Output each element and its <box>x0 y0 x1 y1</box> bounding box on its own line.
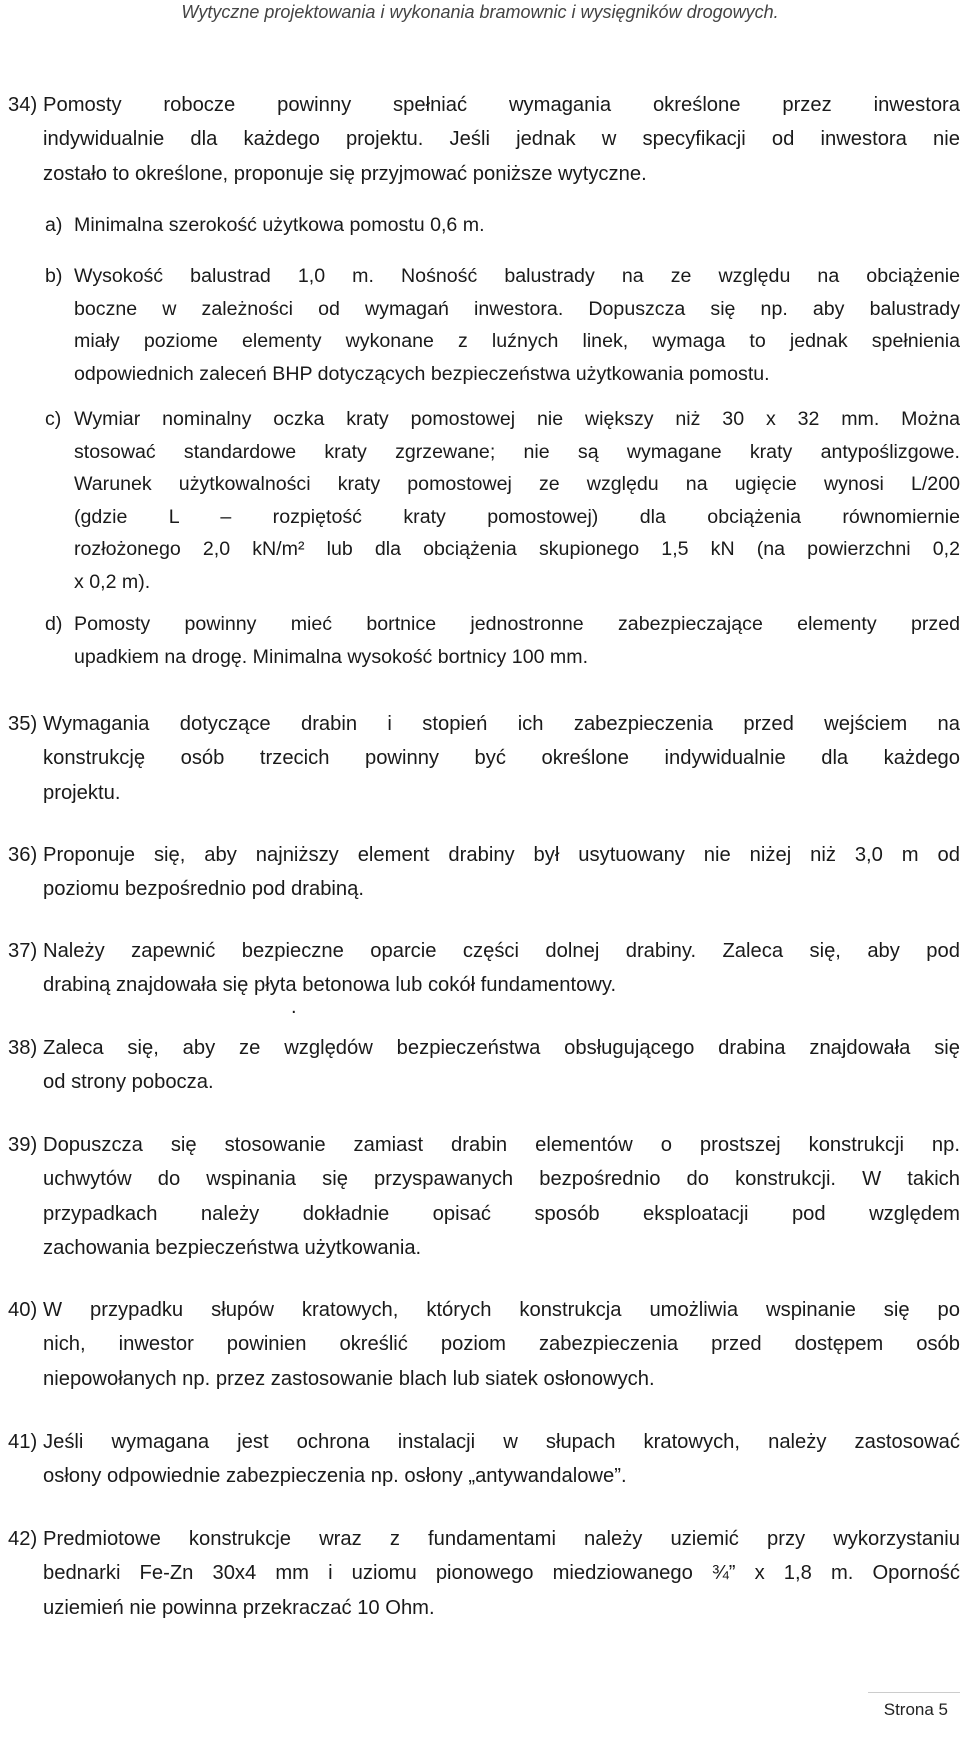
item-text-line: osłony odpowiednie zabezpieczenia np. osłony „antywandalowe”. <box>43 1465 627 1488</box>
item-text-line: projektu. <box>43 781 121 804</box>
item-text-line: zostało to określone, proponuje się przyjmować poniższe wytyczne. <box>43 162 647 185</box>
item-text-line: uchwytów do wspinania się przyspawanych bezpośrednio do konstrukcji. W takich <box>43 1168 960 1191</box>
sub-item-text-line: odpowiednich zaleceń BHP dotyczących bezpieczeństwa użytkowania pomostu. <box>74 362 770 385</box>
item-text-line: Predmiotowe konstrukcje wraz z fundamentami należy uziemić przy wykorzystaniu <box>43 1528 960 1550</box>
item-number: 41) <box>8 1431 38 1453</box>
sub-item-text-line: Wysokość balustrad 1,0 m. Nośność balustrady na ze względu na obciążenie <box>74 265 960 287</box>
item-text-line: drabiną znajdowała się płyta betonowa lub cokół fundamentowy. <box>43 974 617 997</box>
sub-item-letter: a) <box>45 214 63 236</box>
item-text-line: W przypadku słupów kratowych, których konstrukcja umożliwia wspinanie się po <box>43 1299 960 1321</box>
page-number: Strona 5 <box>883 1700 948 1719</box>
sub-item-text-line: miały poziome elementy wykonane z luźnych linek, wymaga to jednak spełnienia <box>74 330 960 352</box>
item-number: 42) <box>8 1528 38 1550</box>
sub-item-letter: c) <box>45 408 62 430</box>
sub-item-text-line: stosować standardowe kraty zgrzewane; nie są wymagane kraty antypoślizgowe. <box>74 440 960 463</box>
sub-item-c <box>45 403 960 598</box>
item-number: 38) <box>8 1037 38 1059</box>
item-number: 39) <box>8 1134 38 1156</box>
item-text-line: nich, inwestor powinien określić poziom zabezpieczenia przed dostępem osób <box>43 1333 960 1356</box>
item-text-line: Pomosty robocze powinny spełniać wymagania określone przez inwestora <box>43 94 960 116</box>
sub-item-letter: b) <box>45 265 63 287</box>
list-item-39 <box>8 1128 960 1266</box>
item-number: 37) <box>8 940 38 962</box>
list-item-42 <box>8 1522 960 1625</box>
list-item-38 <box>8 1031 960 1100</box>
sub-item-a <box>45 209 960 242</box>
item-text-line: Dopuszcza się stosowanie zamiast drabin elementów o prostszej konstrukcji np. <box>43 1134 960 1156</box>
sub-item-d <box>45 608 960 673</box>
sub-item-letter: d) <box>45 613 63 635</box>
item-text-line: poziomu bezpośrednio pod drabiną. <box>43 878 364 901</box>
sub-item-text-line: Warunek użytkowalności kraty pomostowej ze względu na ugięcie wynosi L/200 <box>74 473 960 495</box>
list-item-41 <box>8 1425 960 1494</box>
list-item-36 <box>8 838 960 907</box>
item-text-line: indywidualnie dla każdego projektu. Jeśli jednak w specyfikacji od inwestora nie <box>43 128 960 151</box>
list-item-37 <box>8 934 960 1003</box>
list-item-40 <box>8 1293 960 1396</box>
item-text-line: Należy zapewnić bezpieczne oparcie części dolnej drabiny. Zaleca się, aby pod <box>43 940 960 962</box>
item-text-line: uziemień nie powinna przekraczać 10 Ohm. <box>43 1596 435 1619</box>
sub-item-b <box>45 260 960 390</box>
item-text-line: Jeśli wymagana jest ochrona instalacji w słupach kratowych, należy zastosować <box>43 1431 960 1453</box>
sub-item-text-line: boczne w zależności od wymagań inwestora. Dopuszcza się np. aby balustrady <box>74 297 960 320</box>
list-item-35 <box>8 707 960 810</box>
sub-item-text-line: Minimalna szerokość użytkowa pomostu 0,6 m. <box>74 214 485 236</box>
item-text-line: Wymagania dotyczące drabin i stopień ich zabezpieczenia przed wejściem na <box>43 713 960 735</box>
sub-item-text-line: (gdzie L – rozpiętość kraty pomostowej) dla obciążenia równomiernie <box>74 505 960 528</box>
item-number: 36) <box>8 844 38 866</box>
stray-dot: . <box>291 996 297 1018</box>
sub-item-text-line: x 0,2 m). <box>74 570 151 593</box>
item-text-line: zachowania bezpieczeństwa użytkowania. <box>43 1237 422 1260</box>
item-text-line: bednarki Fe-Zn 30x4 mm i uziomu pionowego miedziowanego ¾” x 1,8 m. Oporność <box>43 1562 960 1585</box>
item-text-line: niepowołanych np. przez zastosowanie blach lub siatek osłonowych. <box>43 1367 655 1390</box>
sub-item-text-line: Pomosty powinny mieć bortnice jednostronne zabezpieczające elementy przed <box>74 613 960 635</box>
item-text-line: konstrukcję osób trzecich powinny być określone indywidualnie dla każdego <box>43 747 960 770</box>
footer-rule <box>868 1692 960 1693</box>
item-number: 40) <box>8 1299 38 1321</box>
item-text-line: Zaleca się, aby ze względów bezpieczeństwa obsługującego drabina znajdowała się <box>43 1037 960 1059</box>
item-text-line: przypadkach należy dokładnie opisać sposób eksploatacji pod względem <box>43 1202 960 1225</box>
running-header: Wytyczne projektowania i wykonania bramownic i wysięgników drogowych. <box>181 2 779 22</box>
sub-item-text-line: Wymiar nominalny oczka kraty pomostowej nie większy niż 30 x 32 mm. Można <box>74 408 960 430</box>
item-number: 34) <box>8 94 38 116</box>
sub-item-text-line: rozłożonego 2,0 kN/m² lub dla obciążenia skupionego 1,5 kN (na powierzchni 0,2 <box>74 538 960 560</box>
item-text-line: od strony pobocza. <box>43 1071 214 1094</box>
item-number: 35) <box>8 713 38 735</box>
list-item-34 <box>8 88 960 191</box>
sub-item-text-line: upadkiem na drogę. Minimalna wysokość bortnicy 100 mm. <box>74 645 589 668</box>
item-text-line: Proponuje się, aby najniższy element drabiny był usytuowany nie niżej niż 3,0 m od <box>43 844 960 866</box>
